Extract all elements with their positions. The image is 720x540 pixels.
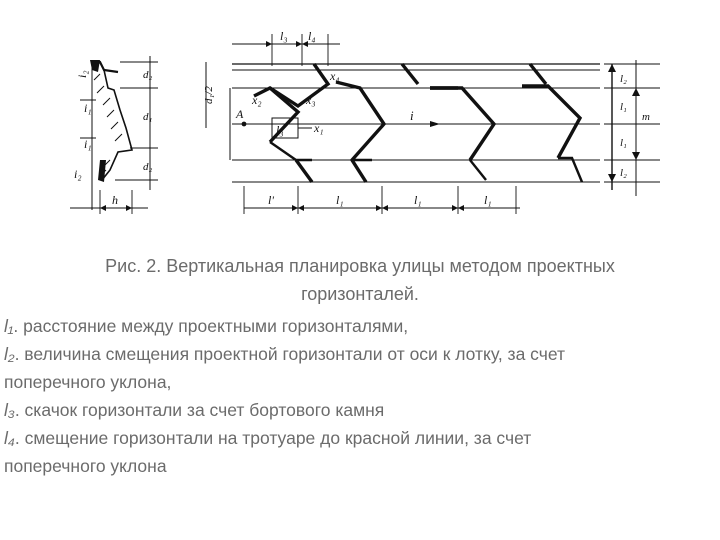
plan-view	[206, 34, 600, 214]
street-planning-diagram	[0, 0, 720, 230]
label-i-main: i	[410, 108, 414, 123]
label-l1-c: l₁	[484, 193, 492, 207]
label-right-m: m	[642, 111, 650, 123]
label-d2-bottom: d₂	[143, 161, 153, 173]
legend-text: поперечного уклона,	[4, 372, 172, 392]
label-i2-top: i₂	[75, 70, 89, 78]
right-dimension-chain	[604, 60, 660, 196]
label-i1-b: i₁	[84, 137, 92, 151]
label-l3-top: l₃	[280, 29, 288, 43]
label-i2-bottom: i₂	[74, 167, 82, 181]
caption-line-2: горизонталей.	[301, 284, 419, 304]
legend-symbol: l₄	[4, 428, 15, 448]
label-right-l1-a: l₁	[620, 101, 627, 113]
label-right-l2-top: l₂	[620, 73, 627, 85]
legend-text: . величина смещения проектной горизонтали от оси к лотку, за счет	[14, 344, 566, 364]
legend-symbol: l₁	[4, 316, 14, 336]
legend-item-l4	[4, 424, 716, 452]
caption-line-1: Рис. 2. Вертикальная планировка улицы методом проектных	[105, 256, 615, 276]
legend-item-l4-cont	[4, 452, 716, 480]
diagram-svg	[0, 0, 720, 230]
label-i1-a: i₁	[84, 101, 92, 115]
legend-item-l3	[4, 396, 716, 424]
figure-caption	[0, 252, 720, 308]
legend-text: . скачок горизонтали за счет бортового камня	[14, 400, 385, 420]
label-l1-b: l₁	[414, 193, 422, 207]
legend-item-l1	[4, 312, 716, 340]
legend-symbol: l₂	[4, 344, 15, 364]
label-l3-mid: l₃	[276, 123, 284, 137]
label-right-l1-b: l₁	[620, 137, 627, 149]
legend-symbol: l₃	[4, 400, 15, 420]
legend-text: . смещение горизонтали на тротуаре до красной линии, за счет	[14, 428, 532, 448]
label-h: h	[112, 193, 118, 207]
label-l1-a: l₁	[336, 193, 344, 207]
label-x3: x₃	[306, 93, 316, 107]
legend-text: поперечного уклона	[4, 456, 167, 476]
label-d2-top: d₂	[143, 69, 153, 81]
label-point-a: A	[236, 107, 244, 121]
legend-item-l2-cont	[4, 368, 716, 396]
label-l-prime: l'	[268, 193, 274, 207]
label-l4-top: l₄	[308, 29, 316, 43]
label-d-side: d₁/2	[203, 86, 215, 104]
label-x2: x₂	[252, 93, 262, 107]
label-right-l2-bottom: l₂	[620, 167, 627, 179]
label-x4: x₄	[330, 69, 340, 83]
legend-list	[4, 312, 716, 480]
legend-item-l2	[4, 340, 716, 368]
label-x1: x₁	[314, 121, 324, 135]
legend-text: . расстояние между проектными горизонталями,	[13, 316, 409, 336]
label-d1: d₁	[143, 111, 153, 123]
